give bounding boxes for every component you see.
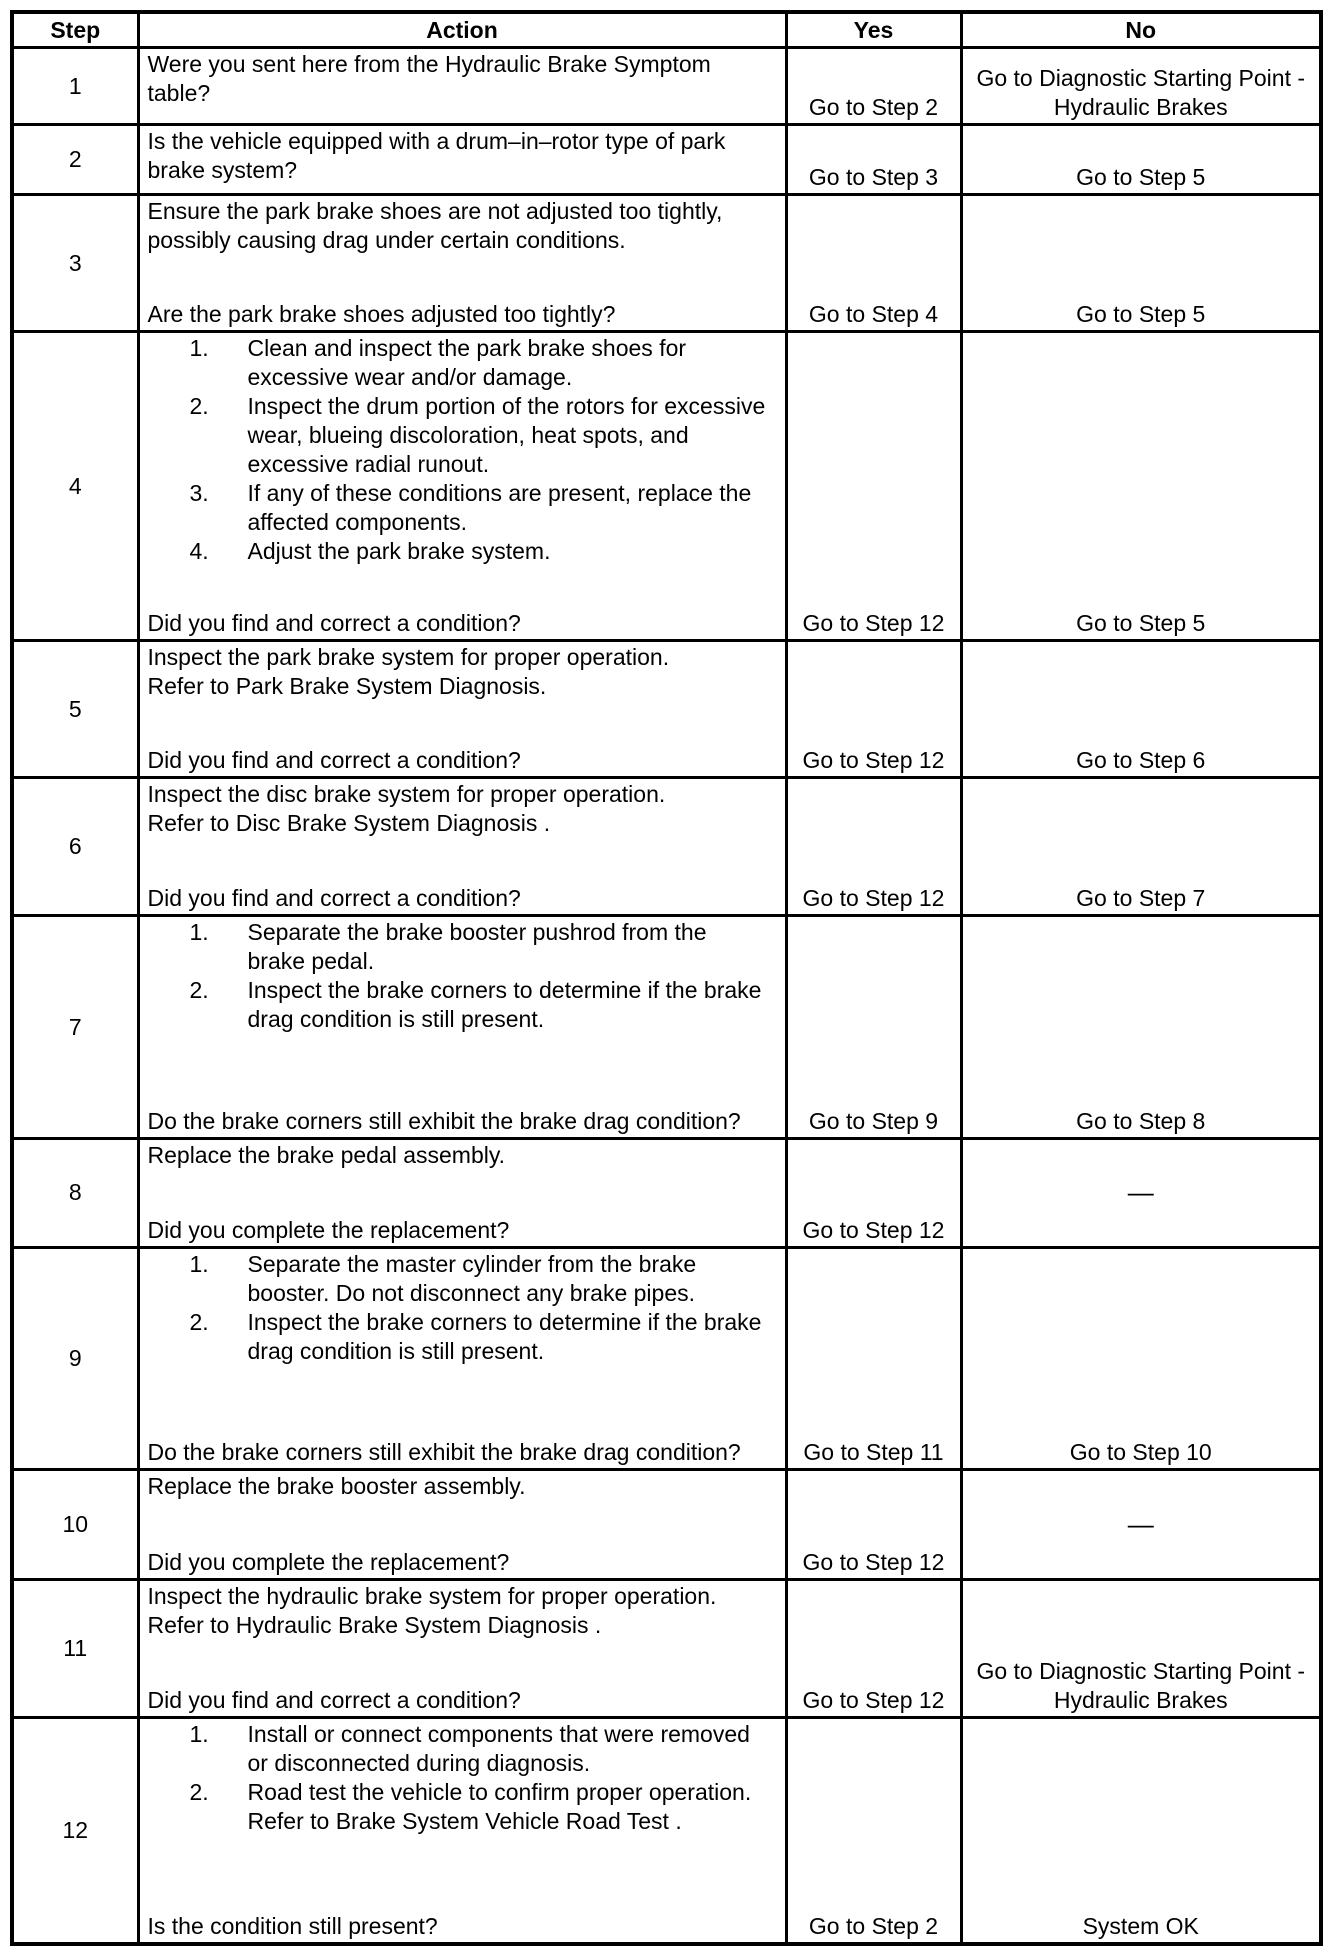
table-row bbox=[12, 1248, 1321, 1470]
header-yes: Yes bbox=[786, 12, 961, 48]
list-item bbox=[148, 1778, 777, 1836]
list-item-number: 2. bbox=[189, 1778, 209, 1805]
action-cell bbox=[138, 1579, 786, 1717]
action-text: Inspect the disc brake system for proper operation. bbox=[147, 781, 666, 808]
yes-cell bbox=[786, 640, 961, 778]
action-cell bbox=[138, 640, 786, 778]
list-item-text: Separate the master cylinder from the brake booster. Do not disconnect any brake pipes. bbox=[247, 1251, 697, 1307]
no-result: — bbox=[1127, 1508, 1154, 1539]
action-question: Are the park brake shoes adjusted too tightly? bbox=[147, 301, 616, 328]
action-text: Ensure the park brake shoes are not adjusted too tightly, possibly causing drag under certain conditions. bbox=[147, 197, 723, 253]
yes-cell bbox=[786, 1717, 961, 1944]
action-cell bbox=[138, 125, 786, 195]
action-question: Did you complete the replacement? bbox=[147, 1548, 510, 1575]
yes-cell bbox=[786, 125, 961, 195]
yes-result: Go to Step 11 bbox=[803, 1439, 944, 1466]
no-result: Go to Step 8 bbox=[1076, 1107, 1206, 1134]
no-result: Go to Diagnostic Starting Point - Hydraulic Brakes bbox=[976, 65, 1306, 121]
list-item-text: Inspect the brake corners to determine if the brake drag condition is still present. bbox=[247, 1309, 762, 1365]
yes-result: Go to Step 12 bbox=[802, 609, 945, 636]
list-item-number: 2. bbox=[189, 393, 209, 420]
action-list bbox=[148, 918, 777, 1034]
no-cell bbox=[961, 1579, 1321, 1717]
yes-result: Go to Step 12 bbox=[802, 1686, 945, 1713]
yes-result: Go to Step 12 bbox=[802, 747, 945, 774]
list-item bbox=[148, 976, 777, 1034]
no-result: Go to Step 5 bbox=[1076, 163, 1206, 190]
list-item-text: If any of these conditions are present, replace the affected components. bbox=[247, 480, 752, 536]
action-text: Is the vehicle equipped with a drum–in–rotor type of park brake system? bbox=[147, 128, 726, 184]
list-item bbox=[148, 392, 777, 479]
header-step: Step bbox=[12, 12, 138, 48]
yes-result: Go to Step 12 bbox=[802, 885, 945, 912]
action-question: Did you find and correct a condition? bbox=[147, 1686, 521, 1713]
action-text: Were you sent here from the Hydraulic Brake Symptom table? bbox=[147, 51, 711, 106]
header-row bbox=[12, 12, 1321, 48]
list-item-number: 1. bbox=[189, 919, 209, 946]
action-cell bbox=[138, 916, 786, 1138]
step-number: 2 bbox=[12, 125, 138, 195]
yes-cell bbox=[786, 778, 961, 916]
diagnostic-table bbox=[10, 10, 1323, 1946]
no-cell bbox=[961, 1248, 1321, 1470]
no-result: Go to Step 6 bbox=[1076, 747, 1206, 774]
step-number: 5 bbox=[12, 640, 138, 778]
no-result: Go to Step 5 bbox=[1076, 301, 1206, 328]
no-cell bbox=[961, 194, 1321, 332]
list-item bbox=[148, 334, 777, 392]
action-cell bbox=[138, 1248, 786, 1470]
list-item bbox=[148, 918, 777, 976]
table-row bbox=[12, 916, 1321, 1138]
action-text: Replace the brake booster assembly. bbox=[147, 1473, 526, 1500]
action-text: Refer to Disc Brake System Diagnosis . bbox=[147, 810, 551, 837]
list-item-number: 4. bbox=[189, 538, 209, 565]
step-number: 3 bbox=[12, 194, 138, 332]
yes-cell bbox=[786, 1470, 961, 1579]
list-item-text: Separate the brake booster pushrod from the brake pedal. bbox=[247, 919, 707, 975]
table-row bbox=[12, 1579, 1321, 1717]
list-item-number: 1. bbox=[189, 1251, 209, 1278]
no-cell bbox=[961, 640, 1321, 778]
table-row bbox=[12, 194, 1321, 332]
yes-result: Go to Step 12 bbox=[802, 1217, 945, 1244]
action-list bbox=[148, 1250, 777, 1366]
list-item-text: Inspect the brake corners to determine if the brake drag condition is still present. bbox=[247, 977, 762, 1033]
action-question: Did you find and correct a condition? bbox=[147, 885, 521, 912]
action-cell bbox=[138, 1138, 786, 1247]
no-result: Go to Step 7 bbox=[1076, 885, 1206, 912]
list-item bbox=[148, 537, 777, 566]
no-cell bbox=[961, 1138, 1321, 1247]
list-item-number: 3. bbox=[189, 480, 209, 507]
yes-result: Go to Step 9 bbox=[808, 1107, 939, 1134]
no-cell bbox=[961, 778, 1321, 916]
step-number: 4 bbox=[12, 332, 138, 640]
table-row bbox=[12, 1470, 1321, 1579]
no-result: Go to Diagnostic Starting Point - Hydraulic Brakes bbox=[976, 1657, 1306, 1713]
table-row bbox=[12, 640, 1321, 778]
no-cell bbox=[961, 48, 1321, 125]
step-number: 10 bbox=[12, 1470, 138, 1579]
header-no: No bbox=[961, 12, 1321, 48]
header-action: Action bbox=[138, 12, 786, 48]
list-item bbox=[148, 1720, 777, 1778]
yes-result: Go to Step 4 bbox=[808, 301, 939, 328]
action-cell bbox=[138, 1470, 786, 1579]
table-row bbox=[12, 332, 1321, 640]
step-number: 9 bbox=[12, 1248, 138, 1470]
action-text: Replace the brake pedal assembly. bbox=[147, 1141, 506, 1168]
step-number: 11 bbox=[12, 1579, 138, 1717]
no-result: Go to Step 10 bbox=[1069, 1439, 1212, 1466]
list-item bbox=[148, 479, 777, 537]
table-row bbox=[12, 1717, 1321, 1944]
yes-cell bbox=[786, 1579, 961, 1717]
action-text: Refer to Hydraulic Brake System Diagnosis . bbox=[147, 1611, 602, 1638]
table-row bbox=[12, 125, 1321, 195]
list-item-text: Install or connect components that were removed or disconnected during diagnosis. bbox=[247, 1720, 750, 1776]
step-number: 7 bbox=[12, 916, 138, 1138]
yes-cell bbox=[786, 194, 961, 332]
no-result: Go to Step 5 bbox=[1076, 609, 1206, 636]
list-item-text: Inspect the drum portion of the rotors for excessive wear, blueing discoloration, heat spots, and excessive radial runout. bbox=[247, 393, 766, 478]
step-number: 1 bbox=[12, 48, 138, 125]
list-item-number: 1. bbox=[189, 335, 209, 362]
table-row bbox=[12, 1138, 1321, 1247]
yes-result: Go to Step 2 bbox=[808, 1913, 939, 1939]
table-row bbox=[12, 48, 1321, 125]
yes-cell bbox=[786, 916, 961, 1138]
list-item bbox=[148, 1308, 777, 1366]
action-question: Did you complete the replacement? bbox=[147, 1217, 510, 1244]
no-cell bbox=[961, 1470, 1321, 1579]
step-number: 8 bbox=[12, 1138, 138, 1247]
yes-cell bbox=[786, 332, 961, 640]
action-cell bbox=[138, 194, 786, 332]
list-item-number: 1. bbox=[189, 1720, 209, 1747]
list-item-number: 2. bbox=[189, 977, 209, 1004]
yes-cell bbox=[786, 1138, 961, 1247]
action-cell bbox=[138, 1717, 786, 1944]
list-item-text: Road test the vehicle to confirm proper operation. Refer to Brake System Vehicle Road Test . bbox=[247, 1778, 752, 1834]
no-result: — bbox=[1127, 1176, 1154, 1207]
action-question: Do the brake corners still exhibit the brake drag condition? bbox=[147, 1439, 741, 1466]
list-item-text: Clean and inspect the park brake shoes for excessive wear and/or damage. bbox=[247, 335, 687, 391]
no-cell bbox=[961, 332, 1321, 640]
yes-cell bbox=[786, 48, 961, 125]
yes-result: Go to Step 2 bbox=[808, 94, 939, 121]
action-cell bbox=[138, 332, 786, 640]
no-cell bbox=[961, 916, 1321, 1138]
step-number: 12 bbox=[12, 1717, 138, 1944]
list-item-number: 2. bbox=[189, 1309, 209, 1336]
action-list bbox=[148, 334, 777, 566]
table-row bbox=[12, 778, 1321, 916]
no-cell bbox=[961, 125, 1321, 195]
action-question: Is the condition still present? bbox=[147, 1913, 438, 1939]
no-cell bbox=[961, 1717, 1321, 1944]
list-item-text: Adjust the park brake system. bbox=[247, 538, 551, 565]
action-text: Inspect the park brake system for proper operation. bbox=[147, 643, 670, 670]
action-question: Did you find and correct a condition? bbox=[147, 609, 521, 636]
action-question: Do the brake corners still exhibit the brake drag condition? bbox=[147, 1107, 741, 1134]
no-result: System OK bbox=[1082, 1913, 1199, 1939]
yes-result: Go to Step 12 bbox=[802, 1548, 945, 1575]
action-cell bbox=[138, 48, 786, 125]
step-number: 6 bbox=[12, 778, 138, 916]
action-text: Refer to Park Brake System Diagnosis. bbox=[147, 672, 547, 699]
yes-result: Go to Step 3 bbox=[808, 163, 939, 190]
action-list bbox=[148, 1720, 777, 1836]
action-cell bbox=[138, 778, 786, 916]
list-item bbox=[148, 1250, 777, 1308]
action-text: Inspect the hydraulic brake system for proper operation. bbox=[147, 1582, 717, 1609]
action-question: Did you find and correct a condition? bbox=[147, 747, 521, 774]
yes-cell bbox=[786, 1248, 961, 1470]
